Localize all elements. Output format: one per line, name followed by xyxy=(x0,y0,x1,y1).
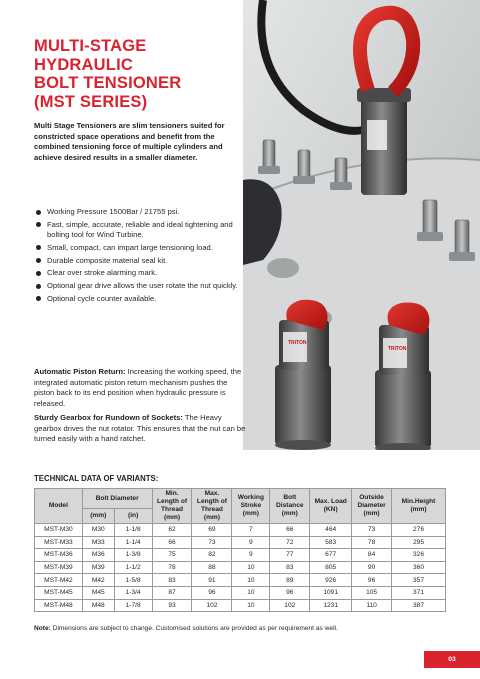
cell-max-length: 96 xyxy=(192,586,232,599)
cell-min-length: 75 xyxy=(152,549,192,562)
cell-max-length: 69 xyxy=(192,524,232,537)
cell-max-load: 677 xyxy=(310,549,352,562)
cell-bolt-in: 1-5/8 xyxy=(114,574,152,587)
table-row xyxy=(35,586,446,599)
gearbox-heading: Sturdy Gearbox for Rundown of Sockets: xyxy=(34,413,183,422)
cell-max-load: 1091 xyxy=(310,586,352,599)
header-outside-diameter: Outside Diameter (mm) xyxy=(352,489,392,524)
header-min-height: Min.Height (mm) xyxy=(392,489,446,524)
bullet-icon xyxy=(36,222,41,227)
cell-model: MST-M30 xyxy=(35,524,83,537)
cell-bolt-mm: M42 xyxy=(82,574,114,587)
cell-stroke: 7 xyxy=(232,524,270,537)
table-row xyxy=(35,561,446,574)
cell-bolt-in: 1-1/4 xyxy=(114,536,152,549)
header-bolt-distance: Bolt Distance (mm) xyxy=(270,489,310,524)
page-number: 03 xyxy=(424,651,480,668)
header-max-length: Max. Length of Thread (mm) xyxy=(192,489,232,524)
cell-distance: 72 xyxy=(270,536,310,549)
cell-min-height: 326 xyxy=(392,549,446,562)
table-row xyxy=(35,599,446,612)
cell-outside-diameter: 96 xyxy=(352,574,392,587)
bullet-icon xyxy=(36,284,41,289)
cell-model: MST-M42 xyxy=(35,574,83,587)
cell-bolt-mm: M36 xyxy=(82,549,114,562)
cell-bolt-in: 1-3/4 xyxy=(114,586,152,599)
cell-stroke: 9 xyxy=(232,536,270,549)
cell-max-length: 102 xyxy=(192,599,232,612)
cell-model: MST-M45 xyxy=(35,586,83,599)
cell-bolt-mm: M33 xyxy=(82,536,114,549)
header-min-length: Min. Length of Thread (mm) xyxy=(152,489,192,524)
feature-text: Clear over stroke alarming mark. xyxy=(47,268,158,278)
piston-return-text: Increasing the working speed, the integrated automatic piston return mechanism pushes the piston back to its end position when hydraulic pressure is released. xyxy=(34,367,242,408)
header-max-load: Max. Load (KN) xyxy=(310,489,352,524)
cell-outside-diameter: 78 xyxy=(352,536,392,549)
feature-list xyxy=(36,207,244,306)
cell-outside-diameter: 73 xyxy=(352,524,392,537)
cell-min-height: 360 xyxy=(392,561,446,574)
cell-stroke: 10 xyxy=(232,574,270,587)
bullet-icon xyxy=(36,210,41,215)
header-working-stroke: Working Stroke (mm) xyxy=(232,489,270,524)
header-model: Model xyxy=(35,489,83,524)
cell-max-load: 805 xyxy=(310,561,352,574)
cell-min-length: 62 xyxy=(152,524,192,537)
cell-distance: 89 xyxy=(270,574,310,587)
page-title xyxy=(34,37,234,111)
table-row xyxy=(35,536,446,549)
cell-distance: 96 xyxy=(270,586,310,599)
feature-text: Optional cycle counter available. xyxy=(47,293,157,303)
cell-min-height: 276 xyxy=(392,524,446,537)
title-line-2: HYDRAULIC xyxy=(34,55,133,74)
cell-stroke: 10 xyxy=(232,599,270,612)
bullet-icon xyxy=(36,296,41,301)
cell-max-length: 73 xyxy=(192,536,232,549)
table-row xyxy=(35,524,446,537)
note-text: Dimensions are subject to change. Customised solutions are provided as per requirement as well. xyxy=(50,625,338,632)
cell-stroke: 10 xyxy=(232,561,270,574)
cell-outside-diameter: 84 xyxy=(352,549,392,562)
technical-data-table xyxy=(34,488,446,612)
cell-model: MST-M33 xyxy=(35,536,83,549)
feature-item xyxy=(36,281,244,291)
cell-outside-diameter: 110 xyxy=(352,599,392,612)
feature-text: Optional gear drive allows the user rotate the nut quickly. xyxy=(47,280,238,290)
product-photo xyxy=(243,0,480,450)
feature-item xyxy=(36,220,244,241)
cell-bolt-in: 1-3/8 xyxy=(114,549,152,562)
cell-model: MST-M36 xyxy=(35,549,83,562)
note xyxy=(34,625,338,632)
cell-outside-diameter: 90 xyxy=(352,561,392,574)
cell-outside-diameter: 105 xyxy=(352,586,392,599)
feature-text: Working Pressure 1500Bar / 21755 psi. xyxy=(47,207,180,216)
cell-min-length: 83 xyxy=(152,574,192,587)
feature-text: Fast, simple, accurate, reliable and ideal tightening and bolting tool for Wind Turbine. xyxy=(47,219,233,240)
table-body xyxy=(35,524,446,612)
cell-bolt-mm: M48 xyxy=(82,599,114,612)
cell-distance: 66 xyxy=(270,524,310,537)
technical-data-heading: TECHNICAL DATA OF VARIANTS: xyxy=(34,474,159,483)
cell-bolt-in: 1-1/8 xyxy=(114,524,152,537)
cell-min-height: 371 xyxy=(392,586,446,599)
cell-min-length: 66 xyxy=(152,536,192,549)
cell-bolt-mm: M30 xyxy=(82,524,114,537)
brand-label-right: TRITON xyxy=(388,346,407,352)
table-row xyxy=(35,574,446,587)
header-mm: (mm) xyxy=(82,509,114,524)
cell-min-height: 387 xyxy=(392,599,446,612)
brand-label-left: TRITON xyxy=(288,340,307,346)
title-line-4: (MST SERIES) xyxy=(34,92,148,111)
cell-max-load: 464 xyxy=(310,524,352,537)
intro-paragraph: Multi Stage Tensioners are slim tensioners suited for constricted space operations and benefit from the combined tensioning force of multiple cylinders and achieve desired results in a smaller diameter. xyxy=(34,121,225,162)
cell-max-load: 583 xyxy=(310,536,352,549)
bullet-icon xyxy=(36,271,41,276)
cell-stroke: 10 xyxy=(232,586,270,599)
cell-min-length: 78 xyxy=(152,561,192,574)
cell-distance: 102 xyxy=(270,599,310,612)
piston-return-paragraph xyxy=(34,367,246,409)
cell-bolt-in: 1-7/8 xyxy=(114,599,152,612)
title-line-3: BOLT TENSIONER xyxy=(34,74,182,92)
cell-model: MST-M48 xyxy=(35,599,83,612)
feature-item xyxy=(36,268,244,278)
cell-min-length: 93 xyxy=(152,599,192,612)
cell-min-height: 357 xyxy=(392,574,446,587)
feature-item xyxy=(36,294,244,304)
bullet-icon xyxy=(36,258,41,263)
feature-item xyxy=(36,243,244,253)
cell-max-length: 91 xyxy=(192,574,232,587)
cell-model: MST-M39 xyxy=(35,561,83,574)
bullet-icon xyxy=(36,245,41,250)
gearbox-paragraph xyxy=(34,413,246,445)
feature-item xyxy=(36,207,244,217)
cell-max-load: 926 xyxy=(310,574,352,587)
cell-distance: 83 xyxy=(270,561,310,574)
cell-min-height: 295 xyxy=(392,536,446,549)
cell-max-load: 1231 xyxy=(310,599,352,612)
feature-text: Durable composite material seal kit. xyxy=(47,255,168,265)
gearbox-text: The Heavy gearbox drives the nut rotator. This ensures that the nut can be turned easily with a hand ratchet. xyxy=(34,413,246,443)
header-bolt-diameter: Bolt Diameter xyxy=(82,489,152,509)
note-label: Note: xyxy=(34,625,51,632)
header-in: (in) xyxy=(114,509,152,524)
cell-max-length: 88 xyxy=(192,561,232,574)
cell-distance: 77 xyxy=(270,549,310,562)
cell-bolt-in: 1-1/2 xyxy=(114,561,152,574)
feature-item xyxy=(36,256,244,266)
cell-stroke: 9 xyxy=(232,549,270,562)
feature-text: Small, compact, can impart large tensioning load. xyxy=(47,242,213,252)
cell-bolt-mm: M45 xyxy=(82,586,114,599)
title-line-1: MULTI-STAGE xyxy=(34,37,147,55)
cell-min-length: 87 xyxy=(152,586,192,599)
cell-max-length: 82 xyxy=(192,549,232,562)
piston-return-heading: Automatic Piston Return: xyxy=(34,367,126,376)
table-row xyxy=(35,549,446,562)
cell-bolt-mm: M39 xyxy=(82,561,114,574)
